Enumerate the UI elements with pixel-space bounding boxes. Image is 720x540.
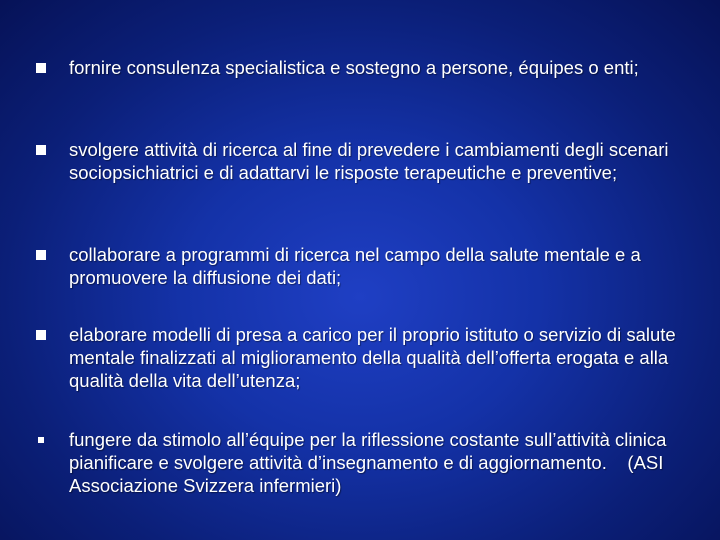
bullet-text: svolgere attività di ricerca al fine di prevedere i cambiamenti degli scenari sociopsichiatrici e di adattarvi le risposte terapeutiche e preventive; (69, 139, 669, 183)
bullet-text: elaborare modelli di presa a carico per il proprio istituto o servizio di salute mentale finalizzati al miglioramento della qualità dell’offerta erogata e alla qualità della vita dell’utenza; (69, 324, 676, 391)
bullet-text: fungere da stimolo all’équipe per la riflessione costante sull’attività clinica pianificare e svolgere attività d’insegnamento e di aggiornamento. (ASI Associazione Svizzera infermieri) (69, 429, 672, 496)
square-bullet-icon (36, 145, 46, 155)
square-bullet-icon (36, 250, 46, 260)
bullet-text: collaborare a programmi di ricerca nel campo della salute mentale e a promuovere la diffusione dei dati; (69, 244, 641, 288)
bullet-text: fornire consulenza specialistica e sostegno a persone, équipes o enti; (69, 57, 639, 78)
square-bullet-icon (36, 330, 46, 340)
square-bullet-icon (36, 63, 46, 73)
small-square-bullet-icon (38, 437, 44, 443)
